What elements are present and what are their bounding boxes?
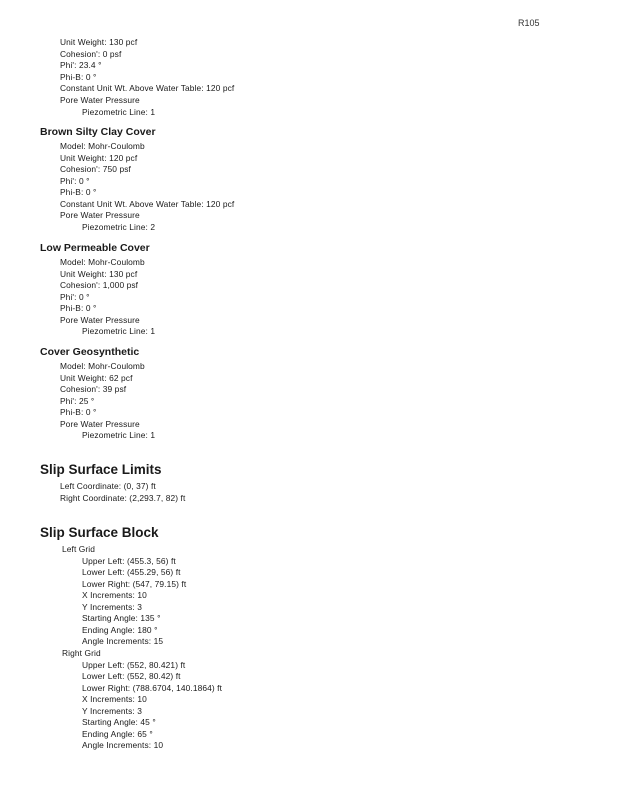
grid-label: Left Grid xyxy=(62,544,96,554)
piezometric-line: Piezometric Line: 1 xyxy=(82,326,156,336)
section-title: Slip Surface Block xyxy=(40,525,159,540)
property-line: Lower Right: (547, 79.15) ft xyxy=(82,578,187,589)
property-line: Ending Angle: 65 ° xyxy=(82,728,153,739)
property-line: Left Coordinate: (0, 37) ft xyxy=(60,481,156,491)
property-line: Upper Left: (455.3, 56) ft xyxy=(82,555,176,566)
property-line: Constant Unit Wt. Above Water Table: 120 pcf xyxy=(60,198,235,209)
piezometric-line: Piezometric Line: 1 xyxy=(82,430,156,440)
property-line: Unit Weight: 130 pcf xyxy=(60,268,138,279)
section-heading: Low Permeable Cover xyxy=(40,242,150,254)
section-heading: Cover Geosynthetic xyxy=(40,346,140,358)
property-line: Cohesion': 0 psf xyxy=(60,48,122,59)
property-line: Model: Mohr-Coulomb xyxy=(60,141,145,151)
property-line: Unit Weight: 130 pcf xyxy=(60,37,138,47)
property-line: Phi': 25 ° xyxy=(60,395,95,406)
property-line: Ending Angle: 180 ° xyxy=(82,624,158,635)
property-line: Cohesion': 1,000 psf xyxy=(60,280,139,290)
property-line: Phi-B: 0 ° xyxy=(60,71,97,82)
property-line: X Increments: 10 xyxy=(82,694,147,704)
property-line: Phi': 0 ° xyxy=(60,291,90,302)
property-line: Cohesion': 39 psf xyxy=(60,384,127,394)
property-line: Right Coordinate: (2,293.7, 82) ft xyxy=(60,492,186,503)
property-line: Y Increments: 3 xyxy=(82,601,142,612)
property-line: Upper Left: (552, 80.421) ft xyxy=(82,659,186,670)
grid-label: Right Grid xyxy=(62,648,101,658)
property-line: Model: Mohr-Coulomb xyxy=(60,361,145,371)
property-line: Lower Left: (552, 80.42) ft xyxy=(82,671,181,681)
page-id: R105 xyxy=(518,18,540,28)
property-line: Angle Increments: 15 xyxy=(82,636,164,646)
property-line: Lower Right: (788.6704, 140.1864) ft xyxy=(82,682,223,693)
property-line: Cohesion': 750 psf xyxy=(60,164,131,174)
section-title: Slip Surface Limits xyxy=(40,462,162,477)
property-line: Pore Water Pressure xyxy=(60,210,140,220)
property-line: X Increments: 10 xyxy=(82,590,147,600)
property-line: Phi': 23.4 ° xyxy=(60,60,102,70)
property-line: Phi-B: 0 ° xyxy=(60,407,97,417)
property-line: Model: Mohr-Coulomb xyxy=(60,257,145,267)
property-line: Starting Angle: 45 ° xyxy=(82,717,156,727)
property-line: Phi-B: 0 ° xyxy=(60,303,97,313)
piezometric-line: Piezometric Line: 2 xyxy=(82,222,156,232)
property-line: Phi-B: 0 ° xyxy=(60,187,97,197)
property-line: Pore Water Pressure xyxy=(60,314,140,325)
property-line: Unit Weight: 120 pcf xyxy=(60,152,138,163)
property-line: Constant Unit Wt. Above Water Table: 120 pcf xyxy=(60,83,235,93)
piezometric-line: Piezometric Line: 1 xyxy=(82,106,156,117)
property-line: Starting Angle: 135 ° xyxy=(82,613,161,623)
property-line: Pore Water Pressure xyxy=(60,418,140,429)
property-line: Phi': 0 ° xyxy=(60,175,90,186)
property-line: Lower Left: (455.29, 56) ft xyxy=(82,567,181,577)
section-heading: Brown Silty Clay Cover xyxy=(40,126,156,138)
property-line: Angle Increments: 10 xyxy=(82,740,164,750)
property-line: Unit Weight: 62 pcf xyxy=(60,372,133,383)
property-line: Pore Water Pressure xyxy=(60,94,140,105)
property-line: Y Increments: 3 xyxy=(82,705,142,716)
